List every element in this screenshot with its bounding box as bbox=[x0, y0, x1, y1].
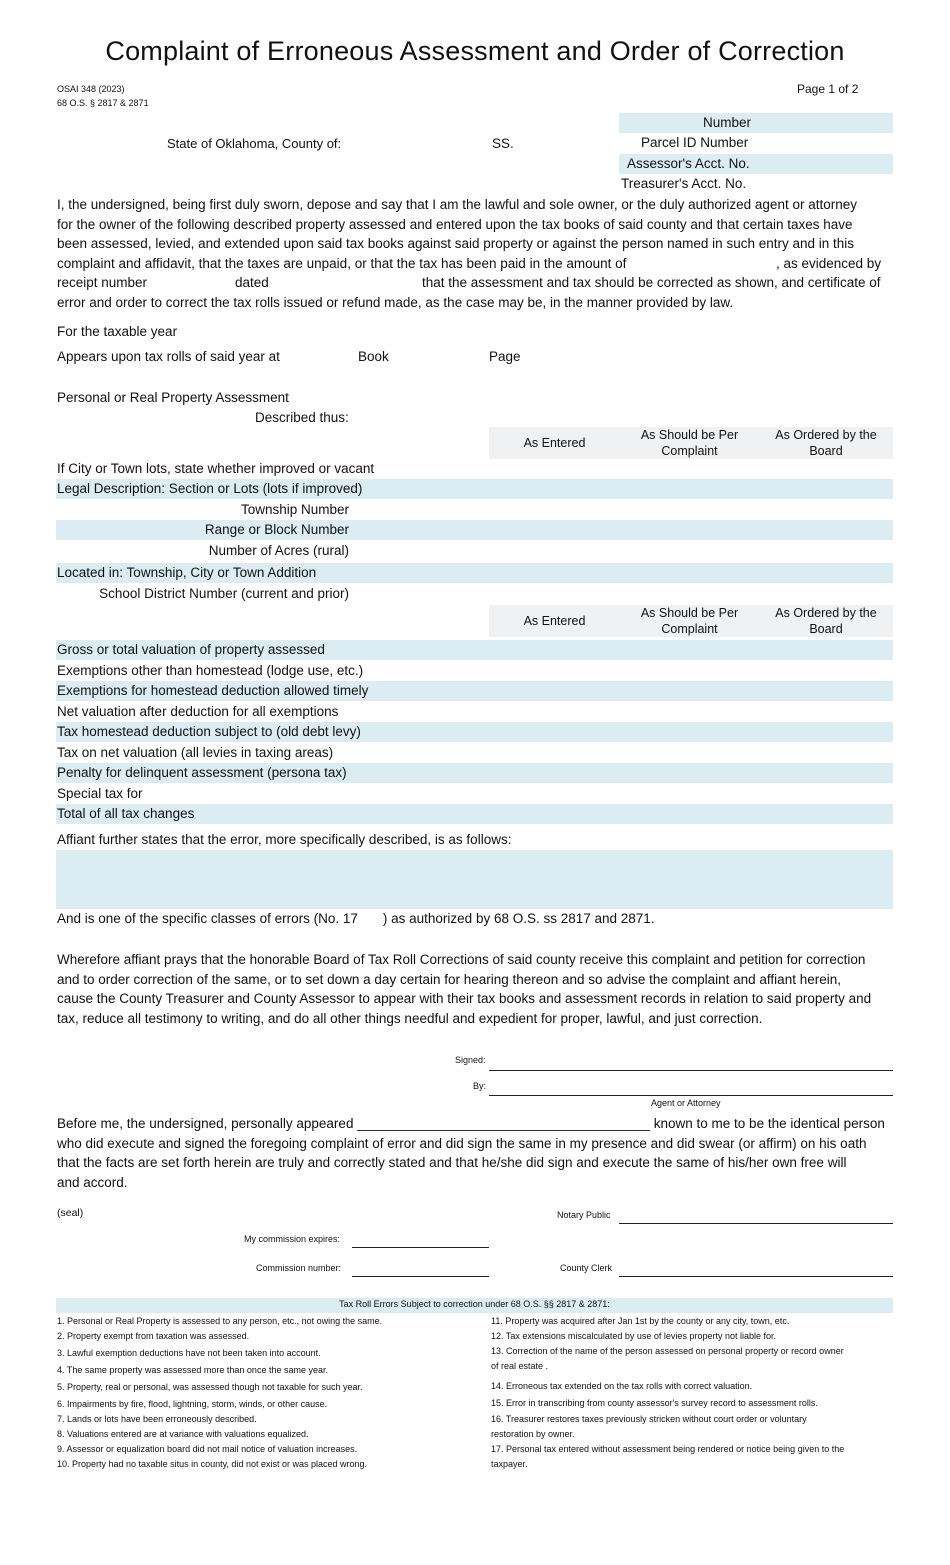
described-label: Described thus: bbox=[255, 410, 349, 425]
list-item: 11. Property was acquired after Jan 1st by the county or any city, town, etc. bbox=[491, 1316, 790, 1326]
taxable-year-label: For the taxable year bbox=[57, 324, 178, 339]
appears-label: Appears upon tax rolls of said year at bbox=[57, 349, 280, 364]
table-row: Range or Block Number bbox=[204, 522, 349, 537]
table-row: School District Number (current and prior) bbox=[99, 586, 349, 601]
signed-label: Signed: bbox=[455, 1055, 486, 1065]
affidavit-line-receipt: receipt number dated that the assessment and tax should be corrected as shown, and certificate of bbox=[57, 275, 881, 291]
commission-expires-line[interactable] bbox=[352, 1247, 489, 1248]
table-row: Exemptions for homestead deduction allowed timely bbox=[57, 683, 369, 698]
by-line[interactable] bbox=[489, 1095, 893, 1096]
table-row: Gross or total valuation of property assessed bbox=[57, 642, 325, 657]
list-item: 14. Erroneous tax extended on the tax rolls with correct valuation. bbox=[491, 1381, 753, 1391]
page-number: Page 1 of 2 bbox=[797, 82, 859, 96]
seal-label: (seal) bbox=[57, 1207, 84, 1219]
table-row: Township Number bbox=[240, 502, 349, 517]
affidavit-paragraph bbox=[57, 195, 893, 313]
affidavit-line: been assessed, levied, and extended upon said tax books against said property or against the person named in such entry and in this bbox=[57, 236, 855, 252]
table-row: Legal Description: Section or Lots (lots if improved) bbox=[57, 481, 363, 496]
ss-label: SS. bbox=[492, 136, 514, 151]
page-title: Complaint of Erroneous Assessment and Order of Correction bbox=[105, 36, 845, 66]
list-item: 17. Personal tax entered without assessment being rendered or notice being given to the bbox=[491, 1444, 845, 1454]
list-item: restoration by owner. bbox=[491, 1429, 575, 1439]
list-item: 8. Valuations entered are at variance with valuations equalized. bbox=[57, 1429, 309, 1439]
notary-paragraph: Before me, the undersigned, personally appeared _______________________________________ known to me to be the identical person who did execute and signed the foregoing complaint of error and did sign the same in my presence and did swear (or affirm) on his oath that the facts are set forth herein are truly and correctly stated and that he/she did sign and execute the same of his/her own free will and accord. bbox=[57, 1116, 885, 1190]
list-item: 13. Correction of the name of the person assessed on personal property or record owner bbox=[491, 1346, 844, 1356]
table-row: Net valuation after deduction for all exemptions bbox=[57, 704, 339, 719]
list-item: 7. Lands or lots have been erroneously described. bbox=[57, 1414, 257, 1424]
property-type-label: Personal or Real Property Assessment bbox=[57, 390, 289, 405]
county-clerk-label: County Clerk bbox=[560, 1263, 613, 1273]
error-description-field[interactable] bbox=[56, 850, 893, 909]
county-clerk-line[interactable] bbox=[619, 1276, 893, 1277]
col-per-complaint: As Should be Per Complaint bbox=[640, 428, 739, 458]
affidavit-line: error and order to correct the tax rolls issued or refund made, as the case may be, in the manner provided by law. bbox=[57, 294, 734, 310]
signed-line[interactable] bbox=[489, 1070, 893, 1071]
page-label: Page bbox=[489, 349, 521, 364]
errors-title: Tax Roll Errors Subject to correction under 68 O.S. §§ 2817 & 2871: bbox=[339, 1299, 610, 1309]
affidavit-line-amount: complaint and affidavit, that the taxes are unpaid, or that the tax has been paid in the amount of , as evidenced by bbox=[57, 255, 882, 271]
parcel-id-label: Parcel ID Number bbox=[641, 135, 749, 150]
valuation-column-header bbox=[489, 605, 893, 637]
agent-label: Agent or Attorney bbox=[651, 1098, 721, 1108]
table-row: Exemptions other than homestead (lodge use, etc.) bbox=[57, 663, 364, 678]
list-item: 4. The same property was assessed more than once the same year. bbox=[57, 1365, 328, 1375]
table-row: Number of Acres (rural) bbox=[208, 543, 349, 558]
table-row: Tax on net valuation (all levies in taxing areas) bbox=[57, 745, 334, 760]
list-item: 10. Property had no taxable situs in county, did not exist or was placed wrong. bbox=[57, 1459, 368, 1469]
affidavit-line: for the owner of the following described property assessed and entered upon the tax books of said county and that certain taxes have bbox=[57, 216, 853, 232]
list-item: 16. Treasurer restores taxes previously stricken without court order or voluntary bbox=[491, 1414, 807, 1424]
commission-expires-label: My commission expires: bbox=[244, 1234, 341, 1244]
assessor-acct-label: Assessor's Acct. No. bbox=[627, 156, 750, 171]
list-item: 9. Assessor or equalization board did not mail notice of valuation increases. bbox=[57, 1444, 358, 1454]
statute-ref: 68 O.S. § 2817 & 2871 bbox=[57, 98, 149, 108]
state-county-label: State of Oklahoma, County of: bbox=[167, 136, 342, 151]
table-row: Special tax for bbox=[57, 786, 143, 801]
commission-number-line[interactable] bbox=[352, 1276, 489, 1277]
prayer-paragraph: Wherefore affiant prays that the honorable Board of Tax Roll Corrections of said county receive this complaint and petition for correction and to order correction of the same, or to set down a day certain for hearing thereon and so advise the complaint and affiant herein, cause the County Treasurer and County Assessor to appear with their tax books and assessment records in relation to said property and tax, reduce all testimony to writing, and do all other things needful and expedient for proper, lawful, and just correction. bbox=[57, 952, 872, 1026]
by-label: By: bbox=[473, 1081, 487, 1091]
list-item: 5. Property, real or personal, was assessed though not taxable for such year. bbox=[57, 1382, 363, 1392]
affidavit-line: I, the undersigned, being first duly sworn, depose and say that I am the lawful and sole owner, or the duly authorized agent or attorney bbox=[57, 197, 857, 212]
list-item: 2. Property exempt from taxation was assessed. bbox=[57, 1331, 250, 1341]
table-row: Penalty for delinquent assessment (persona tax) bbox=[57, 765, 347, 780]
commission-number-label: Commission number: bbox=[256, 1263, 342, 1273]
list-item: 6. Impairments by fire, flood, lightning, storm, winds, or other cause. bbox=[57, 1399, 328, 1409]
col-ordered-by-board: As Ordered by the Board bbox=[775, 428, 877, 458]
table-row: If City or Town lots, state whether improved or vacant bbox=[57, 461, 375, 476]
col-ordered-by-board: As Ordered by the Board bbox=[775, 606, 877, 636]
errors-right-column bbox=[491, 1314, 844, 1472]
notary-public-label: Notary Public bbox=[557, 1210, 611, 1220]
list-item: 15. Error in transcribing from county assessor's survey record to assessment rolls. bbox=[491, 1398, 818, 1408]
form-id: OSAI 348 (2023) bbox=[57, 84, 125, 94]
number-band bbox=[619, 113, 893, 133]
notary-public-line[interactable] bbox=[619, 1223, 893, 1224]
col-as-entered: As Entered bbox=[523, 614, 586, 628]
col-as-entered: As Entered bbox=[523, 436, 586, 450]
list-item: of real estate . bbox=[491, 1361, 549, 1371]
list-item: 3. Lawful exemption deductions have not been taken into account. bbox=[57, 1348, 321, 1358]
error-class-number[interactable]: 17 bbox=[342, 911, 358, 926]
list-item: 1. Personal or Real Property is assessed to any person, etc., not owing the same. bbox=[57, 1316, 383, 1326]
treasurer-acct-label: Treasurer's Acct. No. bbox=[621, 176, 747, 191]
error-statement: Affiant further states that the error, more specifically described, is as follows: bbox=[57, 832, 512, 847]
book-label: Book bbox=[358, 349, 389, 364]
table-row: Tax homestead deduction subject to (old debt levy) bbox=[57, 724, 361, 739]
errors-left-column bbox=[57, 1314, 382, 1472]
number-label: Number bbox=[703, 115, 752, 130]
list-item: 12. Tax extensions miscalculated by use of levies property not liable for. bbox=[491, 1331, 776, 1341]
list-item: taxpayer. bbox=[491, 1459, 528, 1469]
error-class-text: And is one of the specific classes of errors (No. 17 ) as authorized by 68 O.S. ss 2817 and 2871. bbox=[57, 911, 655, 926]
table-row: Located in: Township, City or Town Addition bbox=[57, 565, 317, 580]
col-per-complaint: As Should be Per Complaint bbox=[640, 606, 739, 636]
table-row: Total of all tax changes bbox=[57, 806, 195, 821]
property-column-header bbox=[489, 427, 893, 459]
